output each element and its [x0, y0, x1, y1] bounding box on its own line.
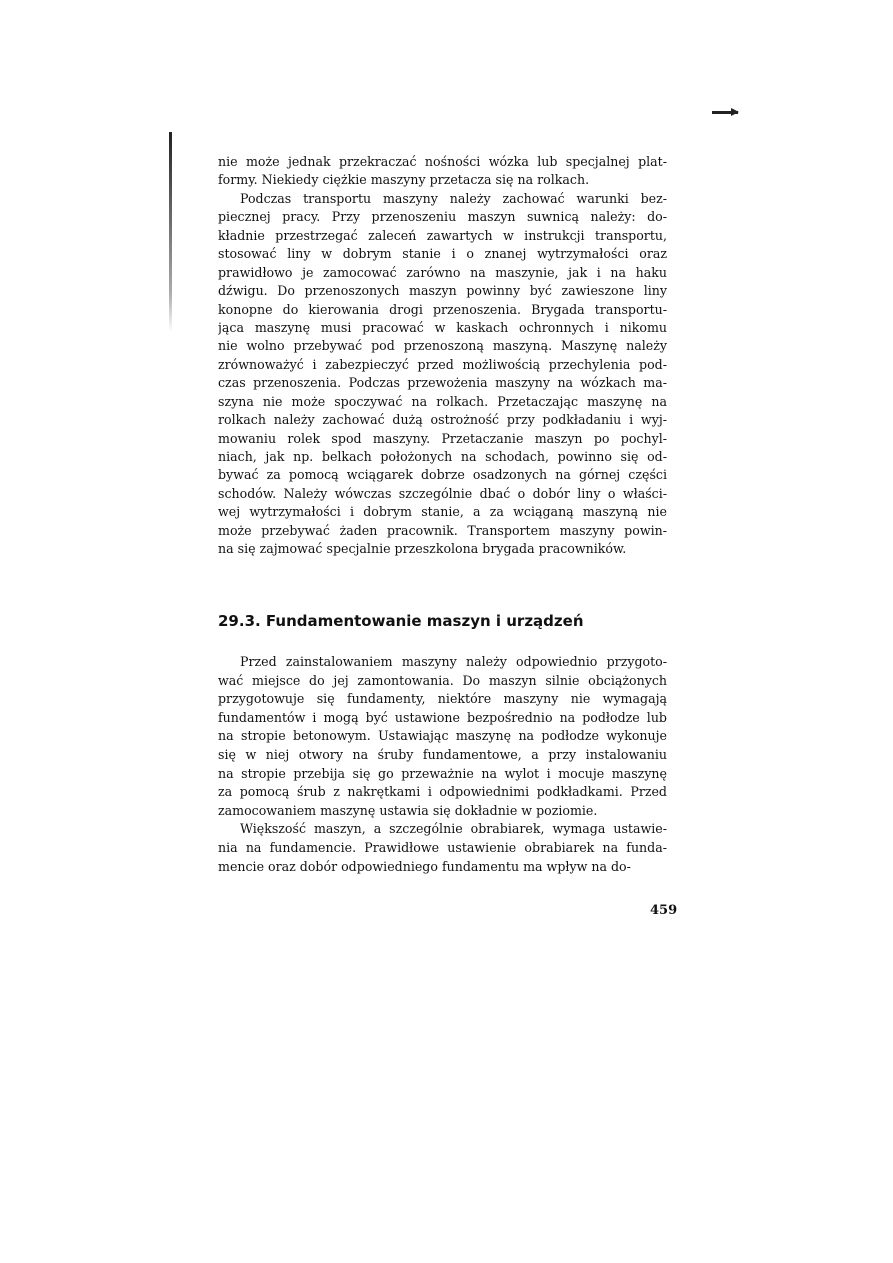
text-line: nie wolno przebywać pod przenoszoną maszyną. Maszynę należy	[218, 338, 667, 354]
text-line: się w niej otwory na śruby fundamentowe, a przy instalowaniu	[218, 746, 667, 762]
text-line: Większość maszyn, a szczególnie obrabiarek, wymaga ustawie-	[240, 821, 667, 837]
text-line: bywać za pomocą wciągarek dobrze osadzonych na górnej części	[218, 467, 667, 483]
text-line: czas przenoszenia. Podczas przewożenia maszyny na wózkach ma-	[218, 375, 667, 391]
text-line: Przed zainstalowaniem maszyny należy odpowiednio przygoto-	[240, 654, 667, 669]
text-line: na się zajmować specjalnie przeszkolona brygada pracowników.	[218, 541, 627, 557]
text-line: stosować liny w dobrym stanie i o znanej wytrzymałości oraz	[218, 246, 667, 262]
section-transport-text	[218, 153, 667, 559]
text-line: na stropie betonowym. Ustawiając maszynę na podłodze wykonuje	[218, 728, 667, 744]
text-line: może przebywać żaden pracownik. Transportem maszyny powin-	[218, 522, 667, 538]
page-number: 459	[650, 903, 678, 918]
text-line: przygotowuje się fundamenty, niektóre maszyny nie wymagają	[218, 691, 667, 707]
text-line: wej wytrzymałości i dobrym stanie, a za wciąganą maszyną nie	[218, 504, 667, 520]
text-line: za pomocą śrub z nakrętkami i odpowiednimi podkładkami. Przed	[218, 784, 667, 800]
text-line: dźwigu. Do przenoszonych maszyn powinny być zawieszone liny	[218, 283, 667, 299]
text-line: schodów. Należy wówczas szczególnie dbać o dobór liny o właści-	[218, 485, 667, 501]
text-line: rolkach należy zachować dużą ostrożność przy podkładaniu i wyj-	[218, 412, 667, 428]
text-line: zrównoważyć i zabezpieczyć przed możliwością przechylenia pod-	[218, 356, 667, 372]
text-line: Podczas transportu maszyny należy zachować warunki bez-	[240, 190, 667, 206]
text-line: na stropie przebija się go przeważnie na wylot i mocuje maszynę	[218, 765, 667, 781]
text-line: nie może jednak przekraczać nośności wózka lub specjalnej plat-	[218, 154, 667, 169]
text-line: niach, jak np. belkach położonych na schodach, powinno się od-	[218, 449, 667, 464]
text-line: piecznej pracy. Przy przenoszeniu maszyn suwnicą należy: do-	[218, 209, 667, 225]
text-line: jąca maszynę musi pracować w kaskach ochronnych i nikomu	[218, 319, 667, 335]
section-foundation-text	[218, 653, 667, 876]
text-line: wać miejsce do jej zamontowania. Do maszyn silnie obciążonych	[218, 672, 667, 688]
text-line: zamocowaniem maszynę ustawia się dokładnie w poziomie.	[218, 802, 598, 818]
text-line: kładnie przestrzegać zaleceń zawartych w instrukcji transportu,	[218, 227, 667, 243]
scan-margin-mark	[169, 132, 172, 332]
text-line: szyna nie może spoczywać na rolkach. Przetaczając maszynę na	[218, 393, 667, 409]
text-line: nia na fundamencie. Prawidłowe ustawienie obrabiarek na funda-	[218, 839, 667, 855]
text-line: konopne do kierowania drogi przenoszenia. Brygada transportu-	[218, 301, 667, 317]
text-line: mowaniu rolek spod maszyny. Przetaczanie maszyn po pochyl-	[218, 430, 667, 446]
text-line: mencie oraz dobór odpowiedniego fundamentu ma wpływ na do-	[218, 858, 631, 874]
scan-arrow-mark	[712, 111, 738, 114]
text-line: prawidłowo je zamocować zarówno na maszynie, jak i na haku	[218, 264, 667, 280]
section-heading: 29.3. Fundamentowanie maszyn i urządzeń	[218, 612, 584, 630]
text-line: fundamentów i mogą być ustawione bezpośrednio na podłodze lub	[218, 709, 667, 725]
text-line: formy. Niekiedy ciężkie maszyny przetacza się na rolkach.	[218, 172, 590, 188]
